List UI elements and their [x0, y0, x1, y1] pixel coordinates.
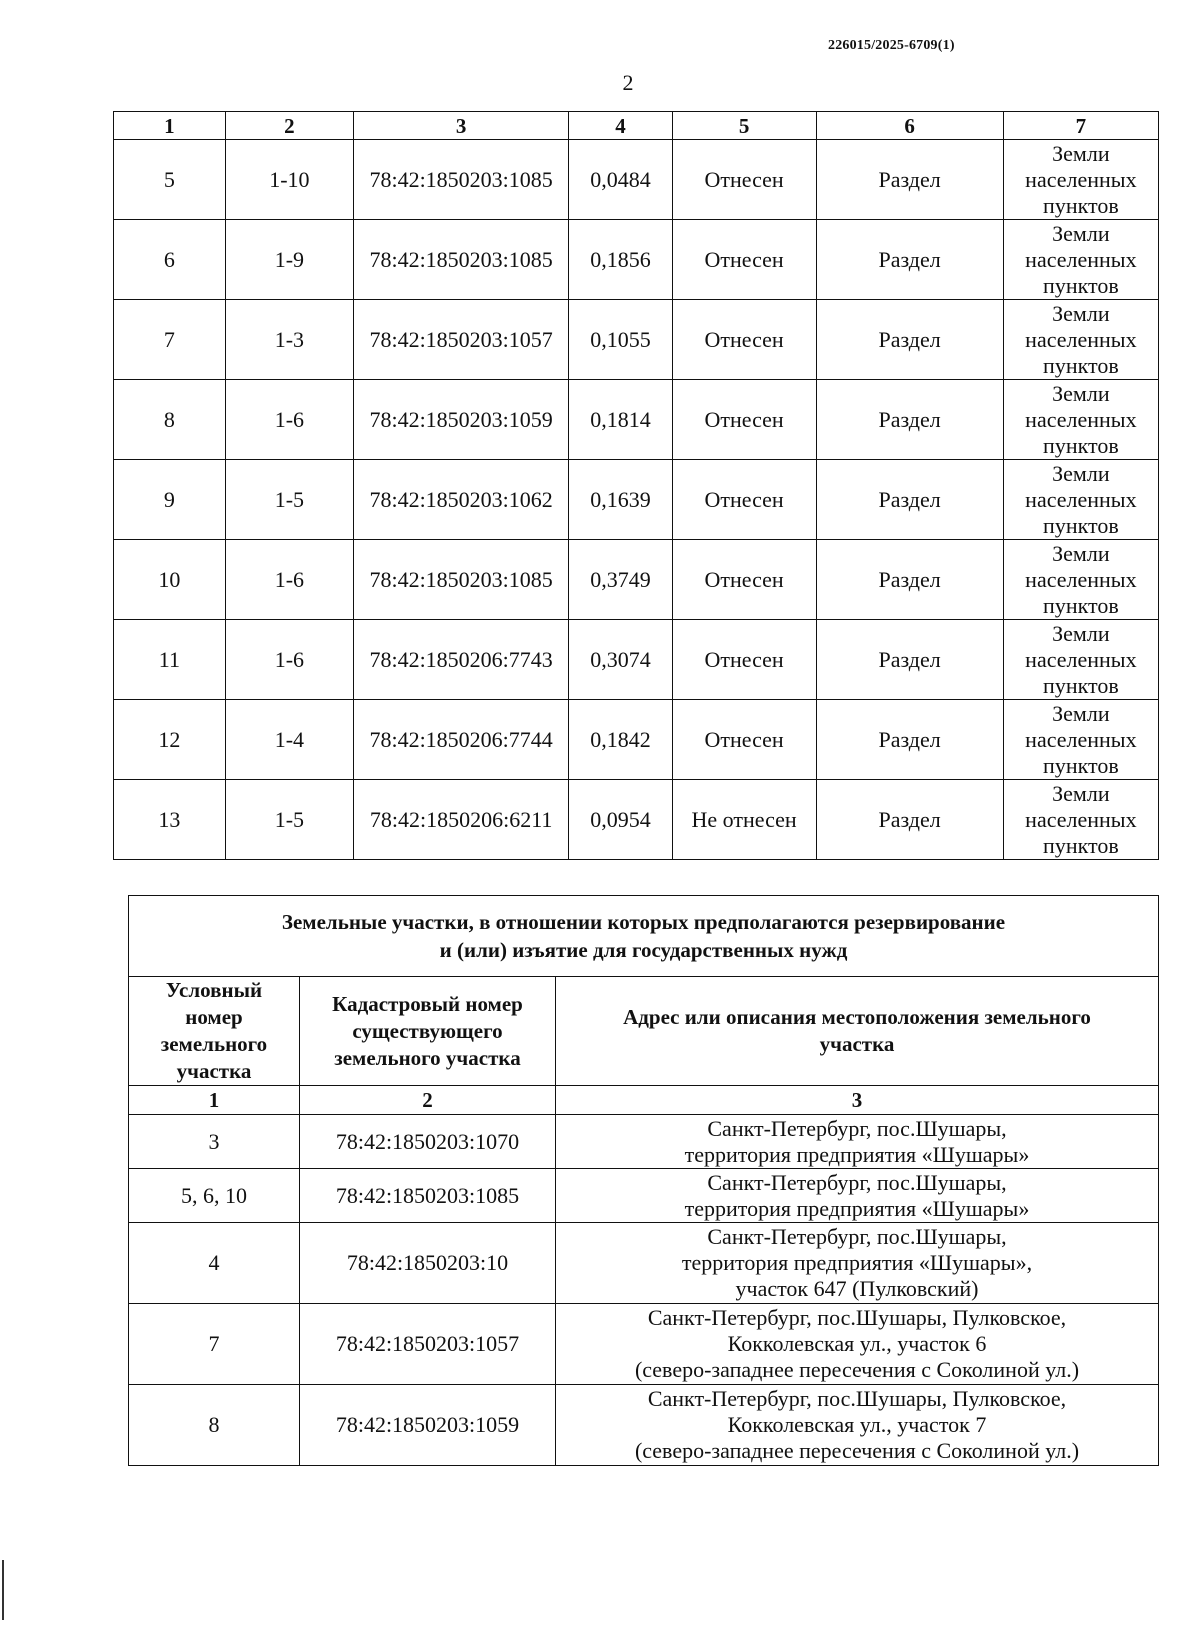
assignment-status: Отнесен — [672, 700, 816, 780]
row-number: 13 — [114, 780, 226, 860]
land-category-line: населенных — [1025, 406, 1137, 432]
address — [556, 1223, 1159, 1304]
operation-type: Раздел — [816, 220, 1003, 300]
section-number: 1-6 — [225, 380, 353, 460]
conditional-number: 3 — [129, 1115, 300, 1169]
cadastral-number: 78:42:1850206:7743 — [354, 620, 569, 700]
land-plots-table — [113, 111, 1159, 860]
header-line: существующего — [352, 1018, 503, 1043]
header-line: номер — [185, 1005, 243, 1029]
page-number: 2 — [622, 70, 634, 95]
land-category-line: Земли — [1052, 700, 1110, 726]
table-title-line: и (или) изъятие для государственных нужд — [439, 938, 848, 962]
table-row — [114, 140, 1159, 220]
row-number: 5 — [114, 140, 226, 220]
column-number-7: 7 — [1003, 112, 1158, 140]
address — [556, 1169, 1159, 1223]
cadastral-number: 78:42:1850203:10 — [300, 1223, 556, 1304]
land-category — [1003, 300, 1158, 380]
area-value: 0,1814 — [569, 380, 672, 460]
assignment-status: Не отнесен — [672, 780, 816, 860]
address-line: территория предприятия «Шушары», — [681, 1250, 1033, 1275]
operation-type: Раздел — [816, 300, 1003, 380]
conditional-number: 5, 6, 10 — [129, 1169, 300, 1223]
section-number: 1-6 — [225, 620, 353, 700]
table-row — [114, 380, 1159, 460]
column-number-6: 6 — [816, 112, 1003, 140]
column-number-2: 2 — [225, 112, 353, 140]
row-number: 6 — [114, 220, 226, 300]
column-number-1: 1 — [129, 1086, 300, 1115]
land-category-line: населенных — [1025, 566, 1137, 592]
cadastral-number: 78:42:1850203:1085 — [354, 220, 569, 300]
table-row — [114, 460, 1159, 540]
header-address — [556, 977, 1159, 1086]
address-line: Кокколевская ул., участок 6 — [727, 1331, 987, 1356]
table2-header-row — [129, 977, 1159, 1086]
table-row — [114, 300, 1159, 380]
land-category-line: пунктов — [1043, 272, 1119, 298]
land-category-line: населенных — [1025, 726, 1137, 752]
land-category-line: пунктов — [1043, 832, 1119, 858]
land-category — [1003, 140, 1158, 220]
operation-type: Раздел — [816, 460, 1003, 540]
cadastral-number: 78:42:1850203:1057 — [300, 1304, 556, 1385]
area-value: 0,1842 — [569, 700, 672, 780]
land-category-line: Земли — [1052, 620, 1110, 646]
section-number: 1-5 — [225, 460, 353, 540]
column-number-3: 3 — [354, 112, 569, 140]
operation-type: Раздел — [816, 380, 1003, 460]
cadastral-number: 78:42:1850203:1059 — [300, 1385, 556, 1466]
address-line: Санкт-Петербург, пос.Шушары, — [707, 1115, 1007, 1141]
land-category-line: пунктов — [1043, 592, 1119, 618]
table-row — [129, 1385, 1159, 1466]
cadastral-number: 78:42:1850203:1070 — [300, 1115, 556, 1169]
row-number: 7 — [114, 300, 226, 380]
area-value: 0,3749 — [569, 540, 672, 620]
header-cadastral-number — [300, 977, 556, 1086]
land-category-line: населенных — [1025, 646, 1137, 672]
header-line: участка — [176, 1059, 252, 1083]
land-category-line: Земли — [1052, 220, 1110, 246]
operation-type: Раздел — [816, 620, 1003, 700]
header-line: Адрес или описания местоположения земельного — [623, 1005, 1091, 1029]
land-category — [1003, 540, 1158, 620]
operation-type: Раздел — [816, 540, 1003, 620]
land-category-line: пунктов — [1043, 432, 1119, 458]
table-row — [114, 540, 1159, 620]
area-value: 0,3074 — [569, 620, 672, 700]
address-line: (северо-западнее пересечения с Соколиной ул.) — [634, 1438, 1080, 1463]
land-category-line: населенных — [1025, 486, 1137, 512]
cadastral-number: 78:42:1850203:1057 — [354, 300, 569, 380]
cadastral-number: 78:42:1850206:7744 — [354, 700, 569, 780]
row-number: 8 — [114, 380, 226, 460]
land-category — [1003, 220, 1158, 300]
conditional-number: 8 — [129, 1385, 300, 1466]
land-category-line: Земли — [1052, 140, 1110, 166]
column-number-1: 1 — [114, 112, 226, 140]
assignment-status: Отнесен — [672, 540, 816, 620]
operation-type: Раздел — [816, 140, 1003, 220]
cadastral-number: 78:42:1850203:1085 — [354, 540, 569, 620]
land-category-line: Земли — [1052, 380, 1110, 406]
land-category — [1003, 620, 1158, 700]
conditional-number: 4 — [129, 1223, 300, 1304]
cadastral-number: 78:42:1850203:1085 — [300, 1169, 556, 1223]
assignment-status: Отнесен — [672, 220, 816, 300]
reservation-plots-table — [128, 895, 1159, 1466]
land-category-line: населенных — [1025, 246, 1137, 272]
address-line: (северо-западнее пересечения с Соколиной ул.) — [634, 1357, 1080, 1382]
cadastral-number: 78:42:1850203:1062 — [354, 460, 569, 540]
header-line: участка — [819, 1032, 895, 1056]
assignment-status: Отнесен — [672, 460, 816, 540]
column-number-5: 5 — [672, 112, 816, 140]
address — [556, 1115, 1159, 1169]
table-row — [114, 780, 1159, 860]
land-category-line: пунктов — [1043, 752, 1119, 778]
assignment-status: Отнесен — [672, 300, 816, 380]
land-category-line: населенных — [1025, 326, 1137, 352]
operation-type: Раздел — [816, 780, 1003, 860]
header-conditional-number — [129, 977, 300, 1086]
row-number: 9 — [114, 460, 226, 540]
area-value: 0,0954 — [569, 780, 672, 860]
address-line: Санкт-Петербург, пос.Шушары, Пулковское, — [647, 1386, 1067, 1411]
address-line: Санкт-Петербург, пос.Шушары, — [707, 1224, 1007, 1249]
land-category — [1003, 780, 1158, 860]
assignment-status: Отнесен — [672, 380, 816, 460]
cadastral-number: 78:42:1850206:6211 — [354, 780, 569, 860]
land-category-line: Земли — [1052, 300, 1110, 326]
header-line: Кадастровый номер — [332, 991, 523, 1016]
address — [556, 1304, 1159, 1385]
section-number: 1-3 — [225, 300, 353, 380]
column-number-2: 2 — [300, 1086, 556, 1115]
section-number: 1-9 — [225, 220, 353, 300]
header-line: Условный — [165, 978, 263, 1002]
row-number: 10 — [114, 540, 226, 620]
section-number: 1-5 — [225, 780, 353, 860]
table-title-line: Земельные участки, в отношении которых предполагаются резервирование — [281, 910, 1006, 934]
table-row — [129, 1115, 1159, 1169]
land-category-line: Земли — [1052, 460, 1110, 486]
area-value: 0,1856 — [569, 220, 672, 300]
area-value: 0,1055 — [569, 300, 672, 380]
table-title — [129, 896, 1159, 977]
area-value: 0,1639 — [569, 460, 672, 540]
table2-column-number-row — [129, 1086, 1159, 1115]
section-number: 1-10 — [225, 140, 353, 220]
table2-title-row — [129, 896, 1159, 977]
land-category — [1003, 700, 1158, 780]
table-row — [114, 700, 1159, 780]
document-id: 226015/2025-6709(1) — [828, 38, 955, 53]
address-line: Кокколевская ул., участок 7 — [727, 1412, 987, 1437]
table-row — [114, 220, 1159, 300]
table-row — [129, 1169, 1159, 1223]
row-number: 12 — [114, 700, 226, 780]
table-row — [129, 1304, 1159, 1385]
address-line: территория предприятия «Шушары» — [684, 1195, 1030, 1221]
land-category-line: Земли — [1052, 540, 1110, 566]
operation-type: Раздел — [816, 700, 1003, 780]
address-line: Санкт-Петербург, пос.Шушары, Пулковское, — [647, 1305, 1067, 1330]
header-line: земельного — [160, 1032, 268, 1056]
land-category-line: населенных — [1025, 166, 1137, 192]
address-line: территория предприятия «Шушары» — [684, 1141, 1030, 1167]
cadastral-number: 78:42:1850203:1059 — [354, 380, 569, 460]
section-number: 1-4 — [225, 700, 353, 780]
land-category-line: пунктов — [1043, 352, 1119, 378]
area-value: 0,0484 — [569, 140, 672, 220]
land-category-line: Земли — [1052, 780, 1110, 806]
scan-margin-mark — [2, 1560, 4, 1620]
column-number-3: 3 — [556, 1086, 1159, 1115]
address-line: участок 647 (Пулковский) — [735, 1276, 979, 1301]
land-category-line: населенных — [1025, 806, 1137, 832]
land-category-line: пунктов — [1043, 192, 1119, 218]
land-category-line: пунктов — [1043, 672, 1119, 698]
row-number: 11 — [114, 620, 226, 700]
land-category-line: пунктов — [1043, 512, 1119, 538]
land-category — [1003, 380, 1158, 460]
conditional-number: 7 — [129, 1304, 300, 1385]
header-line: земельного участка — [334, 1045, 521, 1070]
section-number: 1-6 — [225, 540, 353, 620]
cadastral-number: 78:42:1850203:1085 — [354, 140, 569, 220]
table1-header-row — [114, 112, 1159, 140]
address — [556, 1385, 1159, 1466]
assignment-status: Отнесен — [672, 140, 816, 220]
land-category — [1003, 460, 1158, 540]
address-line: Санкт-Петербург, пос.Шушары, — [707, 1169, 1007, 1195]
table-row — [129, 1223, 1159, 1304]
column-number-4: 4 — [569, 112, 672, 140]
assignment-status: Отнесен — [672, 620, 816, 700]
table-row — [114, 620, 1159, 700]
